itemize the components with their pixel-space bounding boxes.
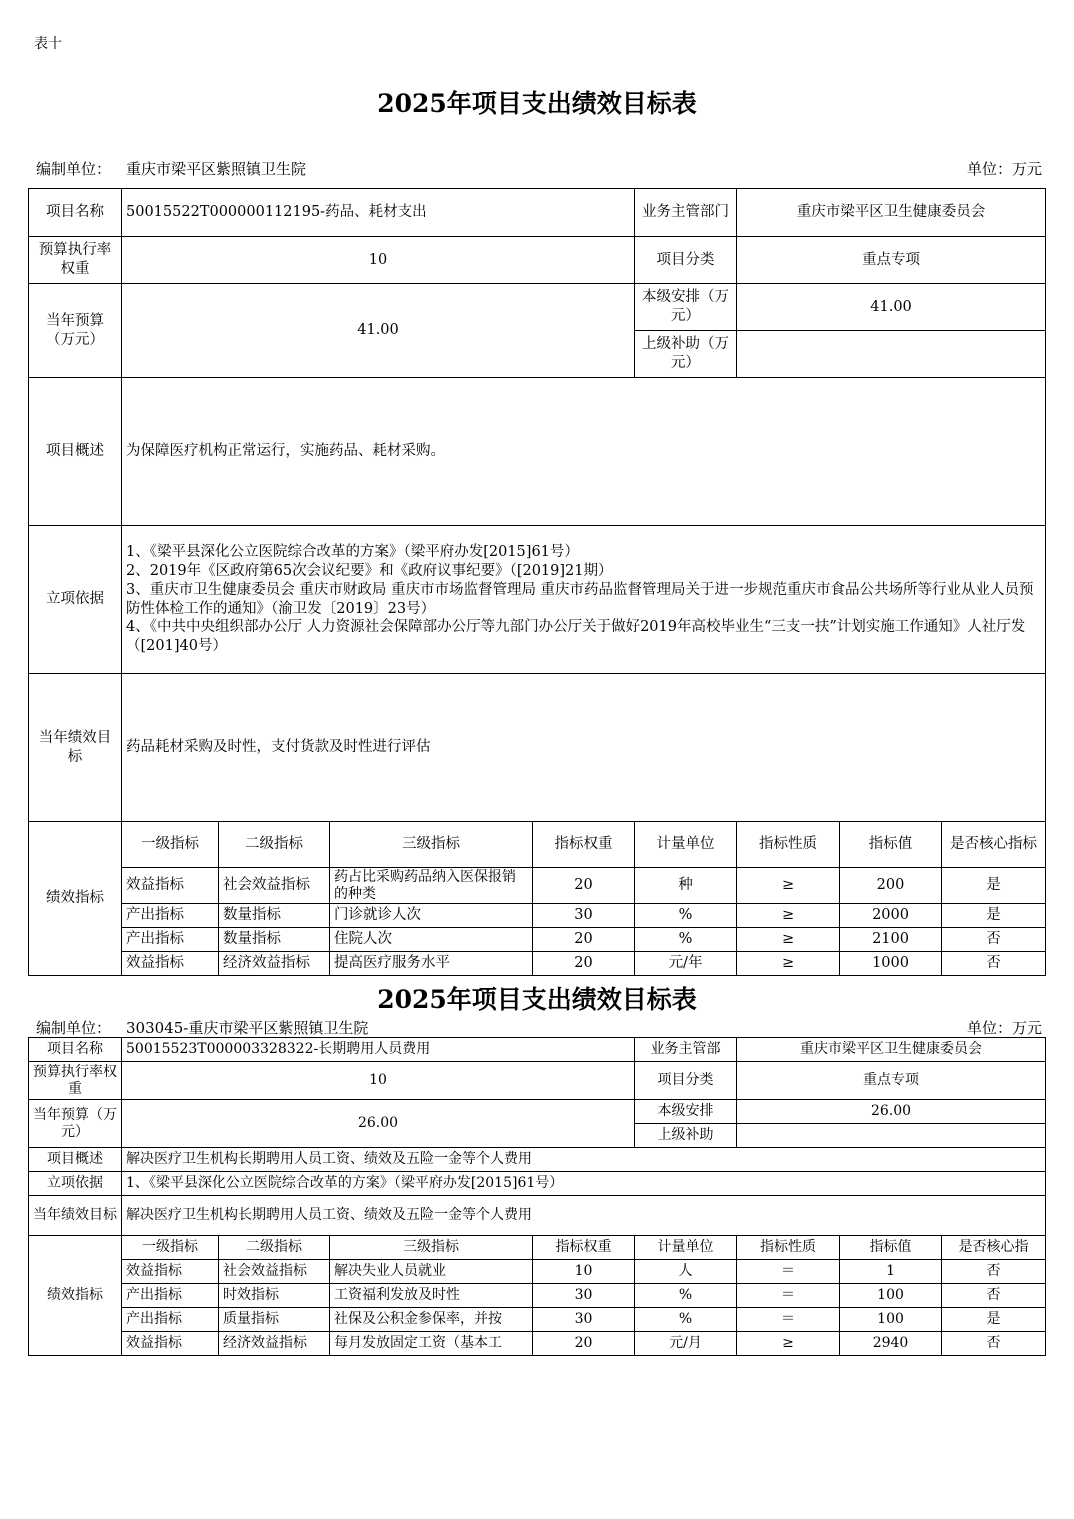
- category-value: 重点专项: [737, 237, 1046, 284]
- col-header: 一级指标: [122, 822, 219, 868]
- overview-label: 项目概述: [29, 378, 122, 526]
- cell: 100: [840, 1308, 942, 1332]
- category-label: 项目分类: [635, 237, 737, 284]
- page-title-2: 2025年项目支出绩效目标表: [377, 985, 697, 1014]
- cell: ＝: [737, 1308, 840, 1332]
- cell: 社保及公积金参保率，并按: [330, 1308, 533, 1332]
- budget-label: 当年预算（万元）: [29, 284, 122, 378]
- col-header: 指标性质: [737, 1236, 840, 1260]
- cell: ＝: [737, 1284, 840, 1308]
- col-header: 指标性质: [737, 822, 840, 868]
- overview-label: 项目概述: [29, 1148, 122, 1172]
- goal-label: 当年绩效目标: [29, 1196, 122, 1236]
- table-row: [29, 952, 1046, 976]
- cell: ≥: [737, 952, 840, 976]
- cell: 每月发放固定工资（基本工: [330, 1332, 533, 1356]
- table-row: [29, 1260, 1046, 1284]
- unit-label-1: 单位：万元: [966, 160, 1042, 178]
- dept-value: 重庆市梁平区卫生健康委员会: [737, 189, 1046, 237]
- proj-name-value: 50015522T000000112195-药品、耗材支出: [122, 189, 635, 237]
- cell: %: [635, 1308, 737, 1332]
- cell: %: [635, 928, 737, 952]
- basis-value: 1、《梁平县深化公立医院综合改革的方案》（梁平府办发[2015]61号）: [122, 1172, 1046, 1196]
- cell: 产出指标: [122, 1284, 219, 1308]
- cell: 社会效益指标: [219, 868, 330, 904]
- cell: 经济效益指标: [219, 952, 330, 976]
- basis-line: 4、《中共中央组织部办公厅 人力资源社会保障部办公厅等九部门办公厅关于做好2019年高校毕业生“三支一扶”计划实施工作通知》人社厅发（[201]40号）: [126, 619, 1026, 655]
- cell: 30: [533, 904, 635, 928]
- table-row: [29, 928, 1046, 952]
- cell: 产出指标: [122, 928, 219, 952]
- col-header: 三级指标: [330, 822, 533, 868]
- col-header: 二级指标: [219, 1236, 330, 1260]
- cell: ＝: [737, 1260, 840, 1284]
- local-value: 41.00: [737, 284, 1046, 331]
- org-label-2: 编制单位：: [36, 1019, 112, 1037]
- basis-label: 立项依据: [29, 1172, 122, 1196]
- cell: 元/年: [635, 952, 737, 976]
- cell: 否: [942, 1260, 1046, 1284]
- dept-value: 重庆市梁平区卫生健康委员会: [737, 1038, 1046, 1062]
- cell: 否: [942, 1284, 1046, 1308]
- category-value: 重点专项: [737, 1062, 1046, 1100]
- basis-line: 1、《梁平县深化公立医院综合改革的方案》（梁平府办发[2015]61号）: [126, 543, 579, 560]
- rate-label: 预算执行率权重: [29, 237, 122, 284]
- perf-label: 绩效指标: [29, 1236, 122, 1356]
- cell: 效益指标: [122, 868, 219, 904]
- col-header: 指标值: [840, 1236, 942, 1260]
- upper-label: 上级补助（万元）: [635, 331, 737, 378]
- cell: 200: [840, 868, 942, 904]
- cell: 工资福利发放及时性: [330, 1284, 533, 1308]
- cell: 是: [942, 904, 1046, 928]
- cell: 20: [533, 1332, 635, 1356]
- dept-label: 业务主管部门: [635, 189, 737, 237]
- cell: 产出指标: [122, 1308, 219, 1332]
- upper-value: [737, 331, 1046, 378]
- budget-value: 26.00: [122, 1100, 635, 1148]
- goal-value: 解决医疗卫生机构长期聘用人员工资、绩效及五险一金等个人费用: [122, 1196, 1046, 1236]
- cell: %: [635, 904, 737, 928]
- cell: 经济效益指标: [219, 1332, 330, 1356]
- category-label: 项目分类: [635, 1062, 737, 1100]
- basis-value: [122, 526, 1046, 674]
- goal-label: 当年绩效目标: [29, 674, 122, 822]
- cell: 1: [840, 1260, 942, 1284]
- cell: 30: [533, 1284, 635, 1308]
- cell: 社会效益指标: [219, 1260, 330, 1284]
- cell: 30: [533, 1308, 635, 1332]
- col-header: 是否核心指标: [942, 822, 1046, 868]
- cell: 药占比采购药品纳入医保报销的种类: [330, 868, 533, 904]
- upper-label: 上级补助: [635, 1124, 737, 1148]
- basis-line: 3、重庆市卫生健康委员会 重庆市财政局 重庆市市场监督管理局 重庆市药品监督管理局关于进一步规范重庆市食品公共场所等行业从业人员预防性体检工作的通知》（渝卫发〔2019〕23号）: [126, 581, 1034, 617]
- rate-value: 10: [122, 1062, 635, 1100]
- table-row: [29, 1308, 1046, 1332]
- perf-label: 绩效指标: [29, 822, 122, 976]
- overview-value: 为保障医疗机构正常运行，实施药品、耗材采购。: [122, 378, 1046, 526]
- cell: 元/月: [635, 1332, 737, 1356]
- cell: 效益指标: [122, 1260, 219, 1284]
- cell: 2000: [840, 904, 942, 928]
- cell: 效益指标: [122, 1332, 219, 1356]
- cell: ≥: [737, 928, 840, 952]
- proj-name-label: 项目名称: [29, 1038, 122, 1062]
- cell: 时效指标: [219, 1284, 330, 1308]
- cell: ≥: [737, 904, 840, 928]
- corner-label: 表十: [34, 36, 62, 52]
- cell: 质量指标: [219, 1308, 330, 1332]
- table-row: [29, 1284, 1046, 1308]
- cell: 数量指标: [219, 904, 330, 928]
- cell: 否: [942, 952, 1046, 976]
- upper-value: [737, 1124, 1046, 1148]
- cell: 2100: [840, 928, 942, 952]
- cell: 100: [840, 1284, 942, 1308]
- cell: 门诊就诊人次: [330, 904, 533, 928]
- cell: 20: [533, 928, 635, 952]
- local-label: 本级安排: [635, 1100, 737, 1124]
- col-header: 指标权重: [533, 1236, 635, 1260]
- cell: 是: [942, 868, 1046, 904]
- cell: 10: [533, 1260, 635, 1284]
- budget-label: 当年预算（万元）: [29, 1100, 122, 1148]
- cell: 20: [533, 952, 635, 976]
- overview-value: 解决医疗卫生机构长期聘用人员工资、绩效及五险一金等个人费用: [122, 1148, 1046, 1172]
- basis-label: 立项依据: [29, 526, 122, 674]
- cell: 数量指标: [219, 928, 330, 952]
- basis-line: 2、2019年《区政府第65次会议纪要》和《政府议事纪要》（[2019]21期）: [126, 562, 613, 579]
- performance-table-1: [28, 188, 1046, 976]
- cell: %: [635, 1284, 737, 1308]
- cell: 1000: [840, 952, 942, 976]
- unit-label-2: 单位：万元: [966, 1019, 1042, 1037]
- rate-label: 预算执行率权重: [29, 1062, 122, 1100]
- proj-name-label: 项目名称: [29, 189, 122, 237]
- cell: 20: [533, 868, 635, 904]
- goal-value: 药品耗材采购及时性，支付货款及时性进行评估: [122, 674, 1046, 822]
- cell: 否: [942, 928, 1046, 952]
- rate-value: 10: [122, 237, 635, 284]
- cell: 种: [635, 868, 737, 904]
- cell: 住院人次: [330, 928, 533, 952]
- col-header: 计量单位: [635, 1236, 737, 1260]
- dept-label: 业务主管部: [635, 1038, 737, 1062]
- cell: 解决失业人员就业: [330, 1260, 533, 1284]
- cell: 效益指标: [122, 952, 219, 976]
- cell: 是: [942, 1308, 1046, 1332]
- cell: 2940: [840, 1332, 942, 1356]
- proj-name-value: 50015523T000003328322-长期聘用人员费用: [122, 1038, 635, 1062]
- org-value-2: 303045-重庆市梁平区紫照镇卫生院: [126, 1019, 369, 1037]
- col-header: 计量单位: [635, 822, 737, 868]
- cell: ≥: [737, 868, 840, 904]
- col-header: 指标权重: [533, 822, 635, 868]
- performance-table-2: [28, 1037, 1046, 1356]
- page-title-1: 2025年项目支出绩效目标表: [377, 89, 697, 118]
- local-value: 26.00: [737, 1100, 1046, 1124]
- col-header: 是否核心指: [942, 1236, 1046, 1260]
- col-header: 指标值: [840, 822, 942, 868]
- col-header: 二级指标: [219, 822, 330, 868]
- col-header: 三级指标: [330, 1236, 533, 1260]
- table-row: [29, 904, 1046, 928]
- cell: 人: [635, 1260, 737, 1284]
- cell: 否: [942, 1332, 1046, 1356]
- cell: 产出指标: [122, 904, 219, 928]
- cell: 提高医疗服务水平: [330, 952, 533, 976]
- budget-value: 41.00: [122, 284, 635, 378]
- local-label: 本级安排（万元）: [635, 284, 737, 331]
- org-label-1: 编制单位：: [36, 160, 112, 178]
- col-header: 一级指标: [122, 1236, 219, 1260]
- cell: ≥: [737, 1332, 840, 1356]
- table-row: [29, 1332, 1046, 1356]
- org-value-1: 重庆市梁平区紫照镇卫生院: [126, 160, 307, 178]
- table-row: [29, 868, 1046, 904]
